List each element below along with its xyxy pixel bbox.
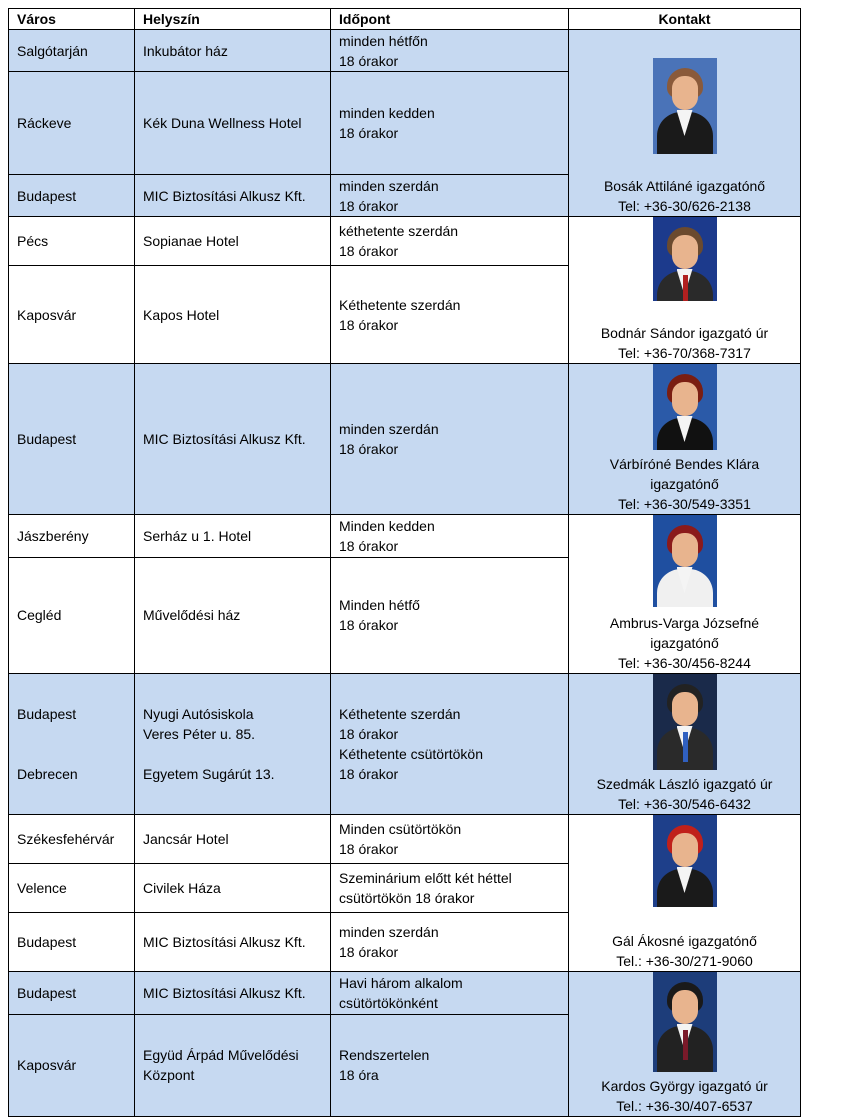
- contact-name: Bodnár Sándor igazgató úr: [600, 325, 769, 341]
- time-cell: [331, 1014, 569, 1116]
- time-line: 18 órakor: [339, 537, 399, 554]
- time-line: minden szerdán: [339, 421, 439, 437]
- header-time: Időpont: [331, 9, 569, 30]
- time-line: Kéthetente csütörtökön: [339, 746, 483, 762]
- contact-cell: [569, 815, 801, 972]
- venue-cell: [135, 674, 331, 815]
- time-line: Minden kedden: [339, 517, 435, 534]
- time-cell: [331, 30, 569, 72]
- contact-name: Bosák Attiláné igazgatónő: [603, 178, 766, 194]
- table-row: [9, 674, 801, 815]
- time-line: kéthetente szerdán: [339, 223, 459, 239]
- contact-name: Gál Ákosné igazgatónő: [612, 933, 757, 949]
- contact-name: Szedmák László igazgató úr: [596, 776, 773, 792]
- city-cell: Budapest: [9, 175, 135, 217]
- venue-cell: Serház u 1. Hotel: [135, 515, 331, 558]
- venue-cell: Jancsár Hotel: [135, 815, 331, 864]
- contact-name: Várbíróné Bendes Klára: [609, 456, 760, 472]
- time-line: 18 órakor: [339, 52, 399, 69]
- time-line: 18 órakor: [339, 125, 399, 141]
- contact-photo: [653, 364, 717, 450]
- header-contact: Kontakt: [569, 9, 801, 30]
- contact-phone: Tel: +36-30/546-6432: [618, 796, 751, 812]
- contact-phone: Tel.: +36-30/407-6537: [616, 1098, 753, 1114]
- city-line: Budapest: [17, 706, 77, 722]
- contact-title: igazgatónő: [650, 476, 719, 492]
- time-line: 18 órakor: [339, 197, 399, 214]
- time-cell: [331, 863, 569, 912]
- venue-cell: Kék Duna Wellness Hotel: [135, 72, 331, 175]
- time-line: minden szerdán: [339, 177, 439, 194]
- contact-phone: Tel: +36-30/456-8244: [618, 655, 751, 671]
- contact-photo: [653, 58, 717, 154]
- schedule-table: [8, 8, 801, 1117]
- city-cell: Kaposvár: [9, 1014, 135, 1116]
- contact-cell: [569, 972, 801, 1117]
- city-line: Debrecen: [17, 766, 78, 782]
- city-cell: Cegléd: [9, 557, 135, 673]
- time-line: 18 órakor: [339, 316, 399, 333]
- venue-cell: Művelődési ház: [135, 557, 331, 673]
- contact-cell: [569, 217, 801, 364]
- time-line: 18 órakor: [339, 943, 399, 960]
- venue-cell: MIC Biztosítási Alkusz Kft.: [135, 912, 331, 971]
- time-line: minden kedden: [339, 105, 435, 121]
- venue-cell: MIC Biztosítási Alkusz Kft.: [135, 972, 331, 1015]
- time-line: 18 órakor: [339, 840, 399, 857]
- venue-cell: MIC Biztosítási Alkusz Kft.: [135, 175, 331, 217]
- time-cell: [331, 364, 569, 515]
- time-line: minden szerdán: [339, 923, 439, 940]
- city-cell: Budapest: [9, 972, 135, 1015]
- venue-line: Veres Péter u. 85.: [143, 726, 256, 742]
- venue-cell: Inkubátor ház: [135, 30, 331, 72]
- venue-line: Központ: [143, 1067, 195, 1084]
- venue-line: Egyetem Sugárút 13.: [143, 766, 275, 782]
- city-cell: Kaposvár: [9, 266, 135, 364]
- contact-photo: [653, 515, 717, 607]
- city-cell: Székesfehérvár: [9, 815, 135, 864]
- city-cell: Jászberény: [9, 515, 135, 558]
- table-row: [9, 217, 801, 266]
- contact-name: Ambrus-Varga Józsefné: [609, 615, 760, 631]
- time-cell: [331, 72, 569, 175]
- table-row: [9, 515, 801, 558]
- contact-phone: Tel: +36-70/368-7317: [618, 345, 751, 361]
- time-line: 18 órakor: [339, 617, 399, 634]
- time-line: csütörtökön 18 órakor: [339, 889, 475, 906]
- time-line: Rendszertelen: [339, 1047, 430, 1064]
- city-cell: Velence: [9, 863, 135, 912]
- time-cell: [331, 815, 569, 864]
- contact-name: Kardos György igazgató úr: [601, 1078, 768, 1094]
- table-row: [9, 30, 801, 72]
- city-cell: Budapest: [9, 364, 135, 515]
- header-row: [9, 9, 801, 30]
- time-cell: [331, 557, 569, 673]
- venue-line: Együd Árpád Művelődési: [143, 1047, 299, 1064]
- time-cell: [331, 266, 569, 364]
- table-row: [9, 972, 801, 1015]
- time-line: 18 órakor: [339, 726, 399, 742]
- city-cell: Pécs: [9, 217, 135, 266]
- contact-photo: [653, 674, 717, 770]
- city-cell: Ráckeve: [9, 72, 135, 175]
- contact-phone: Tel: +36-30/549-3351: [618, 496, 751, 512]
- venue-line: Nyugi Autósiskola: [143, 706, 254, 722]
- time-cell: [331, 515, 569, 558]
- time-cell: [331, 912, 569, 971]
- time-line: Havi három alkalom: [339, 974, 463, 991]
- city-cell: Budapest: [9, 912, 135, 971]
- contact-phone: Tel: +36-30/626-2138: [618, 198, 751, 214]
- city-cell: [9, 674, 135, 815]
- contact-title: igazgatónő: [650, 635, 719, 651]
- venue-cell: [135, 1014, 331, 1116]
- time-line: Kéthetente szerdán: [339, 296, 461, 313]
- time-line: minden hétfőn: [339, 32, 428, 49]
- time-cell: [331, 972, 569, 1015]
- contact-cell: [569, 364, 801, 515]
- contact-photo: [653, 815, 717, 907]
- time-line: Szeminárium előtt két héttel: [339, 869, 512, 886]
- table-row: [9, 364, 801, 515]
- contact-cell: [569, 515, 801, 674]
- time-line: 18 órakor: [339, 766, 399, 782]
- contact-phone: Tel.: +36-30/271-9060: [616, 953, 753, 969]
- time-line: Kéthetente szerdán: [339, 706, 461, 722]
- time-line: 18 órakor: [339, 441, 399, 457]
- header-venue: Helyszín: [135, 9, 331, 30]
- time-line: csütörtökönként: [339, 994, 438, 1011]
- time-cell: [331, 175, 569, 217]
- venue-cell: Sopianae Hotel: [135, 217, 331, 266]
- table-row: [9, 815, 801, 864]
- city-cell: Salgótarján: [9, 30, 135, 72]
- time-cell: [331, 217, 569, 266]
- contact-cell: [569, 30, 801, 217]
- time-cell: [331, 674, 569, 815]
- contact-photo: [653, 217, 717, 301]
- time-line: Minden csütörtökön: [339, 820, 462, 837]
- time-line: 18 órakor: [339, 243, 399, 259]
- header-city: Város: [9, 9, 135, 30]
- venue-cell: Kapos Hotel: [135, 266, 331, 364]
- venue-cell: MIC Biztosítási Alkusz Kft.: [135, 364, 331, 515]
- venue-cell: Civilek Háza: [135, 863, 331, 912]
- contact-photo: [653, 972, 717, 1072]
- time-line: Minden hétfő: [339, 597, 420, 614]
- schedule-sheet: [8, 8, 800, 1114]
- time-line: 18 óra: [339, 1067, 379, 1084]
- contact-cell: [569, 674, 801, 815]
